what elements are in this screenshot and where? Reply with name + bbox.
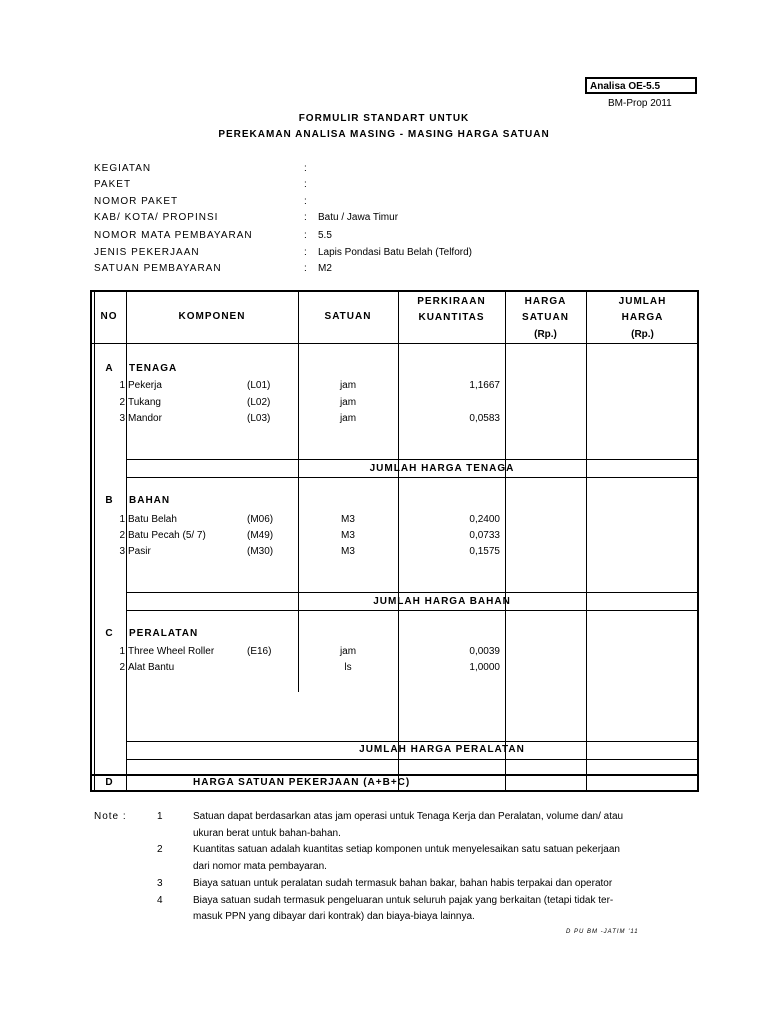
item-unit: ls bbox=[344, 662, 352, 673]
note-text: Kuantitas satuan adalah kuantitas setiap komponen untuk menyelesaikan satu satuan pekerjaan bbox=[193, 844, 620, 855]
section-name: PERALATAN bbox=[129, 628, 199, 639]
section-name: BAHAN bbox=[129, 495, 171, 506]
column-divider bbox=[398, 292, 399, 790]
item-name: Batu Pecah (5/ 7) bbox=[128, 530, 206, 541]
section-letter: C bbox=[105, 628, 113, 639]
info-colon: : bbox=[304, 247, 307, 258]
column-divider bbox=[298, 292, 299, 692]
subtotal-top-line bbox=[126, 741, 697, 742]
subtotal-top-line bbox=[126, 459, 697, 460]
subtotal-label: JUMLAH HARGA BAHAN bbox=[373, 596, 511, 607]
header-kuantitas: KUANTITAS bbox=[418, 312, 485, 323]
info-colon: : bbox=[304, 230, 307, 241]
info-value: Lapis Pondasi Batu Belah (Telford) bbox=[318, 247, 472, 258]
item-name: Tukang bbox=[128, 397, 161, 408]
info-label: SATUAN PEMBAYARAN bbox=[94, 263, 222, 274]
item-name: Three Wheel Roller bbox=[128, 646, 215, 657]
total-top-line bbox=[92, 774, 697, 776]
item-unit: M3 bbox=[341, 546, 355, 557]
item-code: (L03) bbox=[247, 413, 271, 424]
item-qty: 0,2400 bbox=[469, 514, 500, 525]
item-no: 1 bbox=[119, 646, 125, 657]
info-value: 5.5 bbox=[318, 230, 332, 241]
header-harga: HARGA bbox=[524, 296, 567, 307]
item-qty: 1,0000 bbox=[469, 662, 500, 673]
column-divider bbox=[505, 292, 506, 790]
item-code: (E16) bbox=[247, 646, 272, 657]
item-name: Batu Belah bbox=[128, 514, 177, 525]
header-divider bbox=[92, 343, 697, 344]
note-number: 3 bbox=[157, 878, 163, 889]
info-label: KEGIATAN bbox=[94, 163, 152, 174]
item-no: 2 bbox=[119, 397, 125, 408]
total-label: HARGA SATUAN PEKERJAAN (A+B+C) bbox=[193, 777, 411, 788]
header-harga-rp: (Rp.) bbox=[534, 329, 557, 340]
subtotal-bottom-line bbox=[126, 610, 697, 611]
subtotal-label: JUMLAH HARGA PERALATAN bbox=[359, 744, 525, 755]
reference-code: BM-Prop 2011 bbox=[608, 98, 672, 109]
info-colon: : bbox=[304, 163, 307, 174]
info-label: NOMOR MATA PEMBAYARAN bbox=[94, 230, 253, 241]
item-name: Pasir bbox=[128, 546, 151, 557]
subtotal-label: JUMLAH HARGA TENAGA bbox=[369, 463, 515, 474]
info-label: KAB/ KOTA/ PROPINSI bbox=[94, 212, 219, 223]
item-no: 2 bbox=[119, 662, 125, 673]
info-label: NOMOR PAKET bbox=[94, 196, 179, 207]
item-qty: 0,0039 bbox=[469, 646, 500, 657]
notes-label: Note : bbox=[94, 811, 127, 822]
note-text: dari nomor mata pembayaran. bbox=[193, 861, 327, 872]
info-label: JENIS PEKERJAAN bbox=[94, 247, 200, 258]
total-letter: D bbox=[105, 777, 113, 788]
info-colon: : bbox=[304, 212, 307, 223]
title-line-1: FORMULIR STANDART UNTUK bbox=[298, 113, 470, 124]
header-satuan: SATUAN bbox=[324, 311, 372, 322]
item-code: (M06) bbox=[247, 514, 274, 525]
item-unit: jam bbox=[339, 413, 357, 424]
header-jumlah: JUMLAH bbox=[618, 296, 667, 307]
header-no: NO bbox=[100, 311, 118, 322]
section-name: TENAGA bbox=[129, 363, 178, 374]
header-komponen: KOMPONEN bbox=[178, 311, 246, 322]
note-number: 1 bbox=[157, 811, 163, 822]
info-colon: : bbox=[304, 196, 307, 207]
item-no: 2 bbox=[119, 530, 125, 541]
header-jumlah-rp: (Rp.) bbox=[631, 329, 654, 340]
item-qty: 0,0583 bbox=[469, 413, 500, 424]
analysis-table bbox=[90, 290, 699, 792]
section-letter: A bbox=[105, 363, 113, 374]
note-text: Biaya satuan sudah termasuk pengeluaran untuk seluruh pajak yang berkaitan (tetapi tidak ter- bbox=[193, 895, 614, 906]
header-harga-satuan: SATUAN bbox=[522, 312, 569, 323]
item-no: 3 bbox=[119, 413, 125, 424]
note-number: 2 bbox=[157, 844, 163, 855]
info-value: M2 bbox=[318, 263, 332, 274]
item-unit: jam bbox=[339, 646, 357, 657]
item-name: Alat Bantu bbox=[128, 662, 175, 673]
note-text: Biaya satuan untuk peralatan sudah termasuk bahan bakar, bahan habis terpakai dan operator bbox=[193, 878, 613, 889]
subtotal-bottom-line bbox=[126, 477, 697, 478]
note-text: Satuan dapat berdasarkan atas jam operasi untuk Tenaga Kerja dan Peralatan, volume dan/ atau bbox=[193, 811, 624, 822]
subtotal-top-line bbox=[126, 592, 697, 593]
item-unit: M3 bbox=[341, 530, 355, 541]
note-number: 4 bbox=[157, 895, 163, 906]
item-no: 1 bbox=[119, 514, 125, 525]
item-qty: 0,0733 bbox=[469, 530, 500, 541]
item-unit: M3 bbox=[341, 514, 355, 525]
info-colon: : bbox=[304, 263, 307, 274]
form-code-box: Analisa OE-5.5 bbox=[585, 77, 697, 94]
item-code: (M49) bbox=[247, 530, 274, 541]
info-value: Batu / Jawa Timur bbox=[318, 212, 399, 223]
item-code: (L01) bbox=[247, 380, 271, 391]
item-unit: jam bbox=[339, 380, 357, 391]
item-code: (M30) bbox=[247, 546, 274, 557]
note-text: masuk PPN yang dibayar dari kontrak) dan biaya-biaya lainnya. bbox=[193, 911, 475, 922]
item-code: (L02) bbox=[247, 397, 271, 408]
subtotal-bottom-line bbox=[126, 759, 697, 760]
info-label: PAKET bbox=[94, 179, 132, 190]
footer-code: D PU BM -JATIM '11 bbox=[566, 929, 639, 935]
item-qty: 0,1575 bbox=[469, 546, 500, 557]
title-line-2: PEREKAMAN ANALISA MASING - MASING HARGA SATUAN bbox=[218, 129, 550, 140]
item-unit: jam bbox=[339, 397, 357, 408]
note-text: ukuran berat untuk bahan-bahan. bbox=[193, 828, 341, 839]
item-no: 3 bbox=[119, 546, 125, 557]
section-letter: B bbox=[105, 495, 113, 506]
header-jumlah-harga: HARGA bbox=[621, 312, 664, 323]
info-colon: : bbox=[304, 179, 307, 190]
header-perkiraan: PERKIRAAN bbox=[417, 296, 486, 307]
item-no: 1 bbox=[119, 380, 125, 391]
item-name: Pekerja bbox=[128, 380, 162, 391]
column-divider bbox=[126, 292, 127, 790]
column-divider bbox=[586, 292, 587, 790]
item-qty: 1,1667 bbox=[469, 380, 500, 391]
item-name: Mandor bbox=[128, 413, 162, 424]
